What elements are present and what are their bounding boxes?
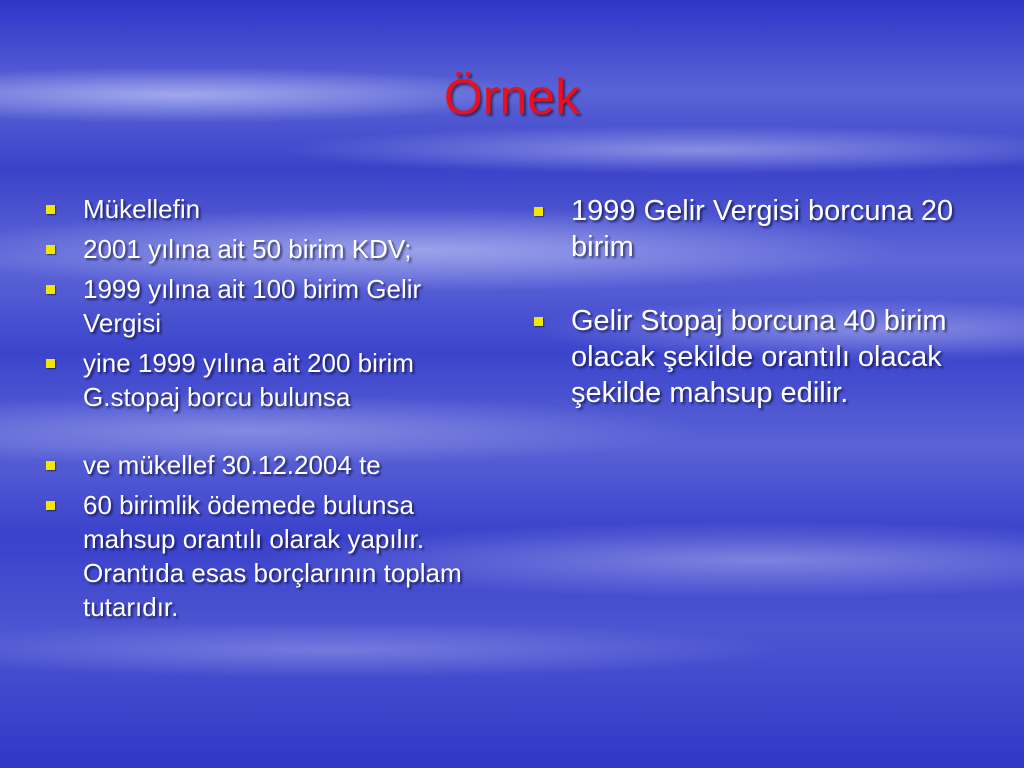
- square-bullet-icon: [534, 317, 543, 326]
- list-item-text: Mükellefin: [83, 194, 201, 224]
- list-item: [532, 303, 992, 411]
- list-item: [44, 448, 504, 482]
- list-item: [44, 488, 504, 624]
- list-item-text: Gelir Stopaj borcuna 40 birim olacak şekilde orantılı olacak şekilde mahsup edilir.: [571, 305, 947, 409]
- left-bullet-list: [44, 192, 504, 630]
- square-bullet-icon: [46, 359, 55, 368]
- list-item-text: yine 1999 yılına ait 200 birim G.stopaj borcu bulunsa: [83, 348, 414, 412]
- square-bullet-icon: [46, 285, 55, 294]
- square-bullet-icon: [46, 245, 55, 254]
- list-item: [44, 232, 504, 266]
- square-bullet-icon: [46, 461, 55, 470]
- list-item: [44, 192, 504, 226]
- list-item: [532, 193, 992, 265]
- list-item-text: 60 birimlik ödemede bulunsa mahsup orantılı olarak yapılır. Orantıda esas borçlarının toplam tutarıdır.: [83, 490, 462, 622]
- square-bullet-icon: [46, 501, 55, 510]
- square-bullet-icon: [534, 207, 543, 216]
- list-item-text: ve mükellef 30.12.2004 te: [83, 450, 381, 480]
- list-item: [44, 346, 504, 414]
- slide-title: Örnek: [443, 69, 581, 125]
- list-item-text: 1999 yılına ait 100 birim Gelir Vergisi: [83, 274, 422, 338]
- list-item: [44, 272, 504, 340]
- list-item-text: 2001 yılına ait 50 birim KDV;: [83, 234, 412, 264]
- square-bullet-icon: [46, 205, 55, 214]
- right-bullet-list: [532, 193, 992, 411]
- list-item-text: 1999 Gelir Vergisi borcuna 20 birim: [571, 195, 954, 263]
